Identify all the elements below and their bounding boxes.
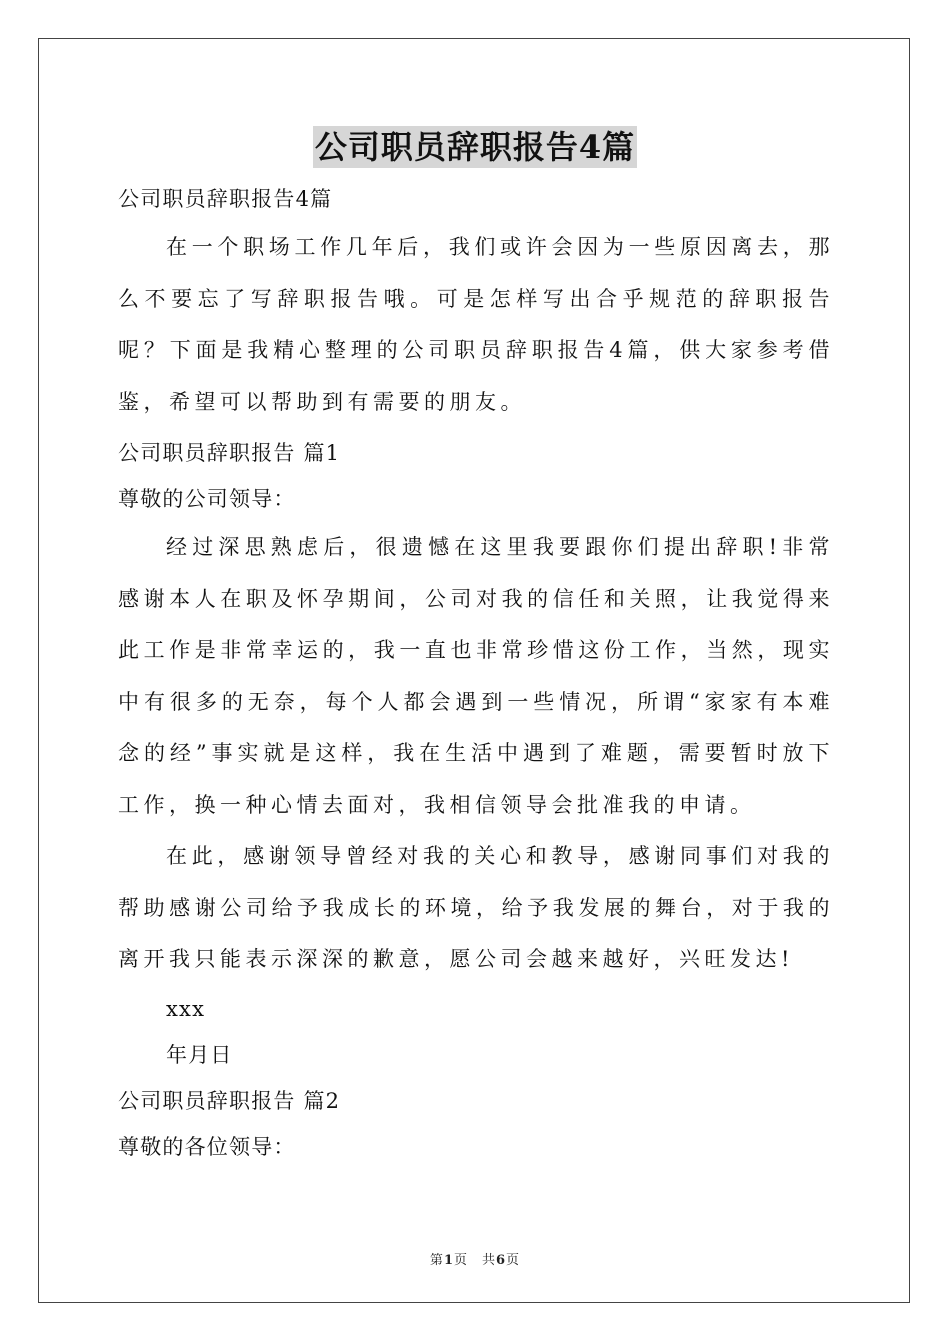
- section-heading-1: 公司职员辞职报告 篇1: [118, 441, 341, 465]
- body-paragraph-2: 在此，感谢领导曾经对我的关心和教导，感谢同事们对我的帮助感谢公司给予我成长的环境，给予我发展的舞台，对于我的离开我只能表示深深的歉意，愿公司会越来越好，兴旺发达!: [118, 844, 834, 971]
- salutation-1: 尊敬的公司领导：: [118, 487, 296, 511]
- document-title: 公司职员辞职报告4篇: [314, 128, 636, 166]
- page-prefix: 第: [429, 1253, 444, 1268]
- salutation-2: 尊敬的各位领导：: [118, 1134, 296, 1159]
- current-page-number: 1: [443, 1253, 454, 1268]
- title-container: [0, 126, 950, 168]
- signature: xxx: [166, 996, 206, 1021]
- document-subtitle: 公司职员辞职报告4篇: [118, 187, 333, 211]
- document-body: [118, 176, 834, 1170]
- total-page-number: 6: [496, 1253, 507, 1268]
- page-mid: 页 共: [453, 1253, 496, 1268]
- page-suffix: 页: [506, 1253, 521, 1268]
- date-line: 年月日: [166, 1042, 233, 1067]
- intro-paragraph: 在一个职场工作几年后，我们或许会因为一些原因离去，那么不要忘了写辞职报告哦。可是怎样写出合乎规范的辞职报告呢？下面是我精心整理的公司职员辞职报告4篇，供大家参考借鉴，希望可以帮助到有需要的朋友。: [118, 235, 834, 414]
- page-footer: [0, 1249, 950, 1268]
- body-paragraph-1: 经过深思熟虑后，很遗憾在这里我要跟你们提出辞职!非常感谢本人在职及怀孕期间，公司对我的信任和关照，让我觉得来此工作是非常幸运的，我一直也非常珍惜这份工作，当然，现实中有很多的无奈，每个人都会遇到一些情况，所谓“家家有本难念的经”事实就是这样，我在生活中遇到了难题，需要暂时放下工作，换一种心情去面对，我相信领导会批准我的申请。: [118, 535, 834, 817]
- section-heading-2: 公司职员辞职报告 篇2: [118, 1088, 341, 1113]
